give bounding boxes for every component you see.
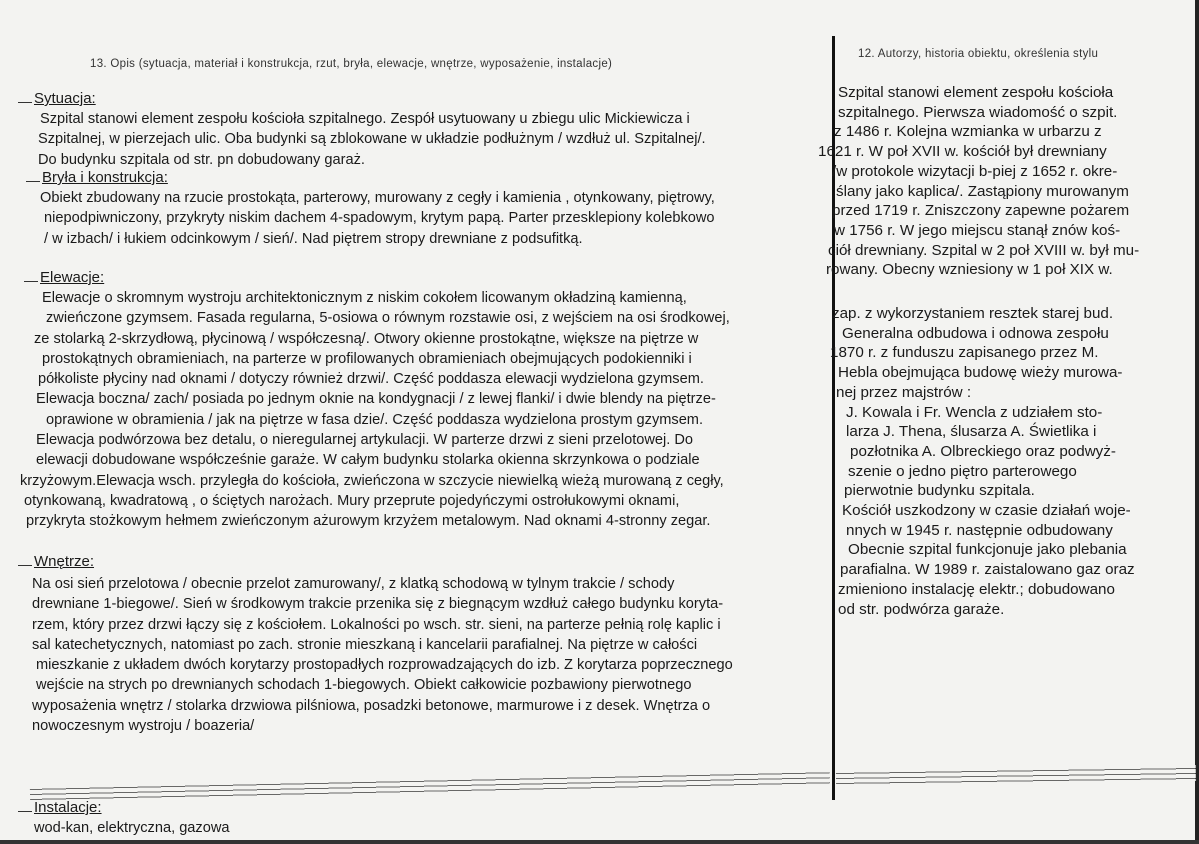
text-line: z 1486 r. Kolejna wzmianka w urbarzu z (834, 123, 1102, 141)
text-line: Do budynku szpitala od str. pn dobudowany garaż. (38, 151, 365, 168)
text-line: szpitalnego. Pierwsza wiadomość o szpit. (838, 103, 1118, 121)
text-line: przykryta stożkowym hełmem zwieńczonym ażurowym krzyżem metalowym. Nad oknami 4-stronny zegar. (26, 513, 711, 530)
section-heading: Bryła i konstrukcja: (26, 168, 715, 188)
section-body (26, 188, 715, 249)
text-line: pozłotnika A. Olbreckiego oraz podwyż- (850, 442, 1116, 460)
left-column-header: 13. Opis (sytuacja, materiał i konstrukcja, rzut, bryła, elewacje, wnętrze, wyposażenie, instalacje) (90, 58, 613, 70)
section-body (18, 574, 733, 736)
text-line: półkoliste płyciny nad oknami / dotyczy również drzwi/. Część poddasza elewacji wydzielona gzymsem. (38, 371, 704, 388)
section-sytuacja (18, 89, 706, 170)
text-line: wejście na strych po drewnianych schodach 1-biegowych. Obiekt całkowicie pozbawiony pierwotnego (36, 677, 692, 694)
text-line: otynkowaną, kwadratową , o ściętych narożach. Mury przeprute pojedyńczymi ostrołukowymi oknami, (24, 492, 680, 509)
text-line: nej przez majstrów : (836, 383, 972, 401)
text-line: zmieniono instalację elektr.; dobudowano (838, 580, 1115, 598)
text-line: Elewacje o skromnym wystroju architektonicznym z niskim cokołem licowanym okładziną kamienną, (42, 290, 687, 306)
section-instalacje (18, 798, 230, 838)
text-line: Kościół uszkodzony w czasie działań woje- (842, 502, 1131, 520)
text-line: elewacji dobudowane współcześnie garaże. W całym budynku stolarka okienna skrzynkowa o podziale (36, 452, 700, 469)
text-line: Elewacja podwórzowa bez detalu, o nieregularnej artykulacji. W parterze drzwi z sieni przelotowej. Do (36, 432, 694, 449)
section-body (18, 288, 730, 532)
text-line: w 1756 r. W jego miejscu stanął znów koś- (834, 221, 1121, 239)
text-line: zap. z wykorzystaniem resztek starej bud. (832, 305, 1114, 322)
text-line: Elewacja boczna/ zach/ posiada po jednym oknie na kondygnacji / z lewej flanki/ i dwie blendy na piętrze- (36, 391, 716, 408)
text-line: prostokątnych obramieniach, na parterze w profilowanych obramieniach obejmujących podokienniki i (42, 350, 692, 367)
text-line: od str. podwórza garaże. (838, 600, 1005, 618)
text-line: drewniane 1-biegowe/. Sień w środkowym trakcie przenika się z biegnącym wzdłuż całego budynku koryta- (32, 596, 724, 613)
text-line: Generalna odbudowa i odnowa zespołu (842, 324, 1109, 342)
section-body (18, 109, 706, 170)
text-line: Hebla obejmująca budowę wieży murowa- (838, 364, 1123, 382)
text-line: wyposażenia wnętrz / stolarka drzwiowa pilśniowa, posadzki betonowe, marmurowe i z desek. Wnętrza o (32, 697, 711, 714)
text-line: larza J. Thena, ślusarza A. Świetlika i (846, 423, 1097, 441)
text-line: nnych w 1945 r. następnie odbudowany (846, 521, 1113, 539)
text-line: / w izbach/ i łukiem odcinkowym / sień/. Nad piętrem stropy drewniane z podsufitką. (44, 230, 583, 247)
section-wnetrze (18, 552, 733, 736)
section-body (18, 818, 230, 838)
text-line: rzem, który przez drzwi łączy się z kościołem. Lokalności po wsch. str. sieni, na parterze pełnią rolę kaplic i (32, 616, 721, 633)
text-line: niepodpiwniczony, przykryty niskim dachem 4-spadowym, krytym papą. Parter przesklepiony kolebkowo (44, 210, 715, 227)
text-line: wod-kan, elektryczna, gazowa (34, 820, 230, 836)
text-line: mieszkanie z układem dwóch korytarzy prostopadłych rozprowadzających do izb. Z korytarza poprzecznego (36, 657, 733, 674)
section-bryla (26, 168, 715, 249)
section-heading: Sytuacja: (18, 89, 706, 109)
text-line: zwieńczone gzymsem. Fasada regularna, 5-osiowa o równym rozstawie osi, z wejściem na osi środkowej, (46, 310, 730, 327)
text-line: krzyżowym.Elewacja wsch. przyległa do kościoła, zwieńczona w szczycie niewielką wieżą murowaną z cegły, (20, 472, 724, 489)
text-line: Szpital stanowi element zespołu kościoła szpitalnego. Zespół usytuowany u zbiegu ulic Mickiewicza i (40, 111, 690, 127)
text-line: sal katechetycznych, natomiast po zach. stronie mieszkaną i kancelarii parafialnej. Na piętrze w całości (32, 636, 698, 653)
scan-edge-right (1195, 0, 1199, 844)
text-line: przed 1719 r. Zniszczony zapewne pożarem (832, 202, 1130, 220)
text-line: Szpital stanowi element zespołu kościoła (838, 84, 1114, 101)
text-line: pierwotnie budynku szpitala. (844, 482, 1035, 500)
text-line: szenie o jedno piętro parterowego (848, 462, 1077, 480)
text-line: Na osi sień przelotowa / obecnie przelot zamurowany/, z klatką schodową w tylnym trakcie / schody (32, 576, 675, 592)
text-line: Obecnie szpital funkcjonuje jako plebania (848, 541, 1127, 559)
scan-edge-bottom (0, 840, 1199, 844)
section-heading: Wnętrze: (18, 552, 733, 572)
text-line: ciół drewniany. Szpital w 2 poł XVIII w. był mu- (828, 241, 1140, 259)
text-line: oprawione w obramienia / jak na piętrze w fasa dzie/. Część poddasza wydzielona prostym gzymsem. (46, 411, 704, 428)
text-line: /w protokole wizytacji b-piej z 1652 r. okre- (832, 162, 1118, 180)
section-elewacje (18, 268, 730, 532)
text-line: 1621 r. W poł XVII w. kościół był drewniany (818, 143, 1107, 161)
section-heading: Instalacje: (18, 798, 230, 818)
history-part-1 (818, 83, 1140, 280)
garbled-scan-lines (836, 765, 1196, 786)
right-column-header: 12. Autorzy, historia obiektu, określenia stylu (858, 48, 1099, 60)
text-line: parafialna. W 1989 r. zaistalowano gaz oraz (840, 561, 1135, 579)
text-line: ślany jako kaplica/. Zastąpiony murowanym (836, 182, 1129, 200)
text-line: J. Kowala i Fr. Wencla z udziałem sto- (846, 403, 1103, 421)
text-line: rowany. Obecny wzniesiony w 1 poł XIX w. (826, 261, 1113, 279)
text-line: 1870 r. z funduszu zapisanego przez M. (830, 344, 1099, 362)
text-line: Szpitalnej, w pierzejach ulic. Oba budynki są zblokowane w układzie podłużnym / wzdłuż ul. Szpitalnej/. (38, 131, 706, 148)
text-line: Obiekt zbudowany na rzucie prostokąta, parterowy, murowany z cegły i kamienia , otynkowany, piętrowy, (40, 190, 715, 206)
text-line: nowoczesnym wystroju / boazeria/ (32, 718, 255, 735)
history-part-2 (832, 304, 1135, 619)
section-heading: Elewacje: (24, 268, 730, 288)
text-line: ze stolarką 2-skrzydłową, płycinową / współczesną/. Otwory okienne prostokątne, większe na piętrze w (34, 330, 699, 347)
